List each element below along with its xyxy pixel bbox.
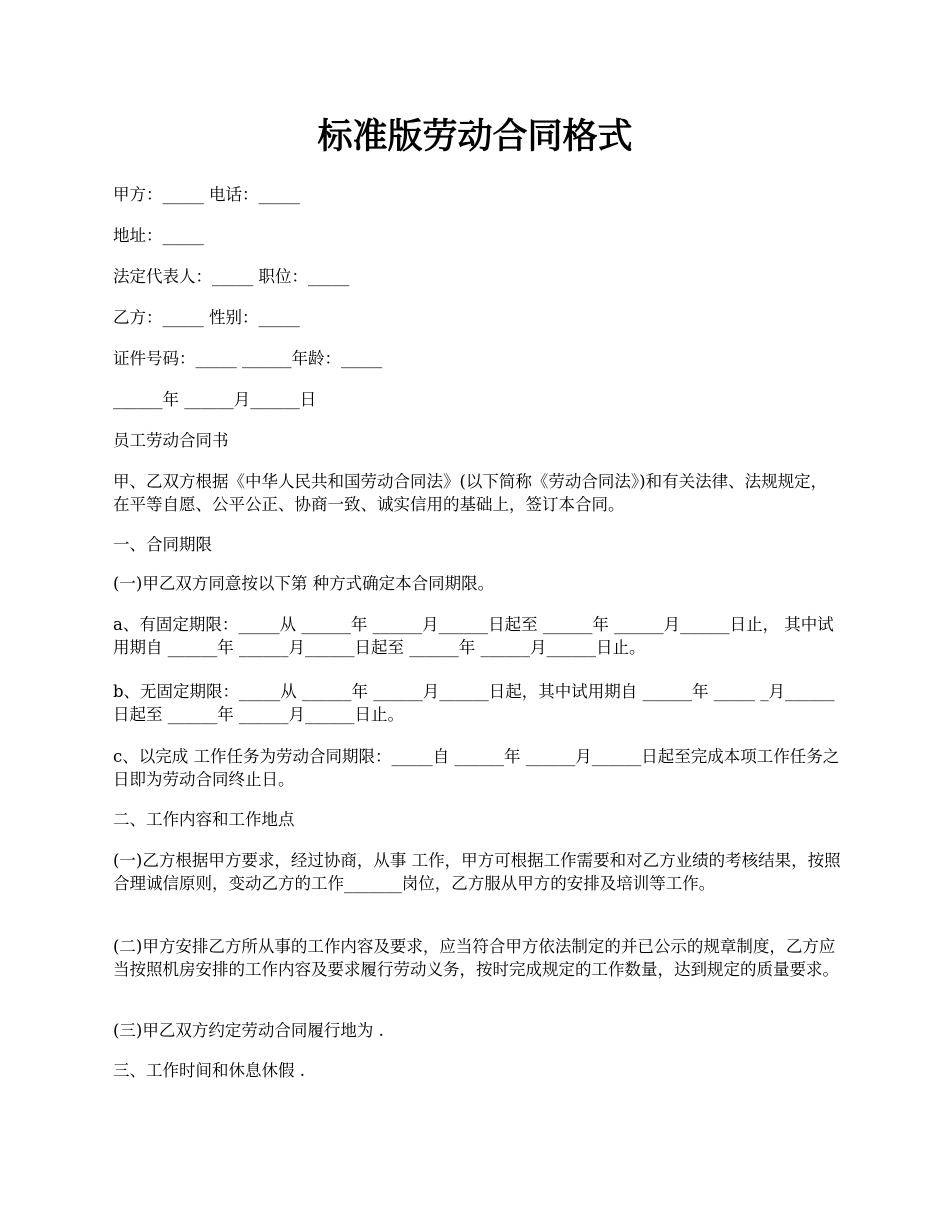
clause-work-requirements: (二)甲方安排乙方所从事的工作内容及要求，应当符合甲方依法制定的并已公示的规章制度，乙方应当按照机房安排的工作内容及要求履行劳动义务，按时完成规定的工作数量，达到规定的质量要求。 bbox=[113, 937, 839, 979]
legal-representative-line: 法定代表人：_____ 职位：_____ bbox=[113, 267, 350, 286]
document-title: 标准版劳动合同格式 bbox=[317, 116, 633, 157]
date-line: ______年 ______月______日 bbox=[113, 390, 317, 409]
party-a-line: 甲方：_____ 电话：_____ bbox=[113, 185, 300, 204]
clause-term-method: (一)甲乙双方同意按以下第 种方式确定本合同期限。 bbox=[113, 574, 495, 593]
preamble-paragraph: 甲、乙双方根据《中华人民共和国劳动合同法》(以下简称《劳动合同法》)和有关法律、法规规定，在平等自愿、公平公正、协商一致、诚实信用的基础上，签订本合同。 bbox=[113, 472, 828, 514]
contract-subtitle: 员工劳动合同书 bbox=[113, 431, 229, 450]
clause-open-term: b、无固定期限：_____从 ______年 ______月______日起，其中试用期自 ______年 _____ _月______日起至 ______年 ______月______日止。 bbox=[113, 682, 835, 724]
clause-fixed-term: a、有固定期限：_____从 ______年 ______月______日起至 ______年 ______月______日止， 其中试用期自 ______年 ______月______日起至 ______年 ______月______日止。 bbox=[113, 615, 834, 657]
address-line: 地址：_____ bbox=[113, 226, 204, 245]
party-b-line: 乙方：_____ 性别：_____ bbox=[113, 308, 300, 327]
section-heading-term: 一、合同期限 bbox=[113, 535, 212, 554]
id-number-line: 证件号码：_____ ______年龄：_____ bbox=[113, 349, 383, 368]
clause-work-location: (三)甲乙双方约定劳动合同履行地为 . bbox=[113, 1021, 384, 1040]
section-heading-hours: 三、工作时间和休息休假 . bbox=[113, 1061, 305, 1080]
clause-task-term: c、以完成 工作任务为劳动合同期限：_____自 ______年 ______月______日起至完成本项工作任务之日即为劳动合同终止日。 bbox=[113, 747, 840, 789]
section-heading-work: 二、工作内容和工作地点 bbox=[113, 810, 295, 829]
clause-work-assignment: (一)乙方根据甲方要求，经过协商，从事 工作，甲方可根据工作需要和对乙方业绩的考核结果，按照合理诚信原则，变动乙方的工作_______岗位，乙方服从甲方的安排及培训等工作。 bbox=[113, 851, 841, 893]
